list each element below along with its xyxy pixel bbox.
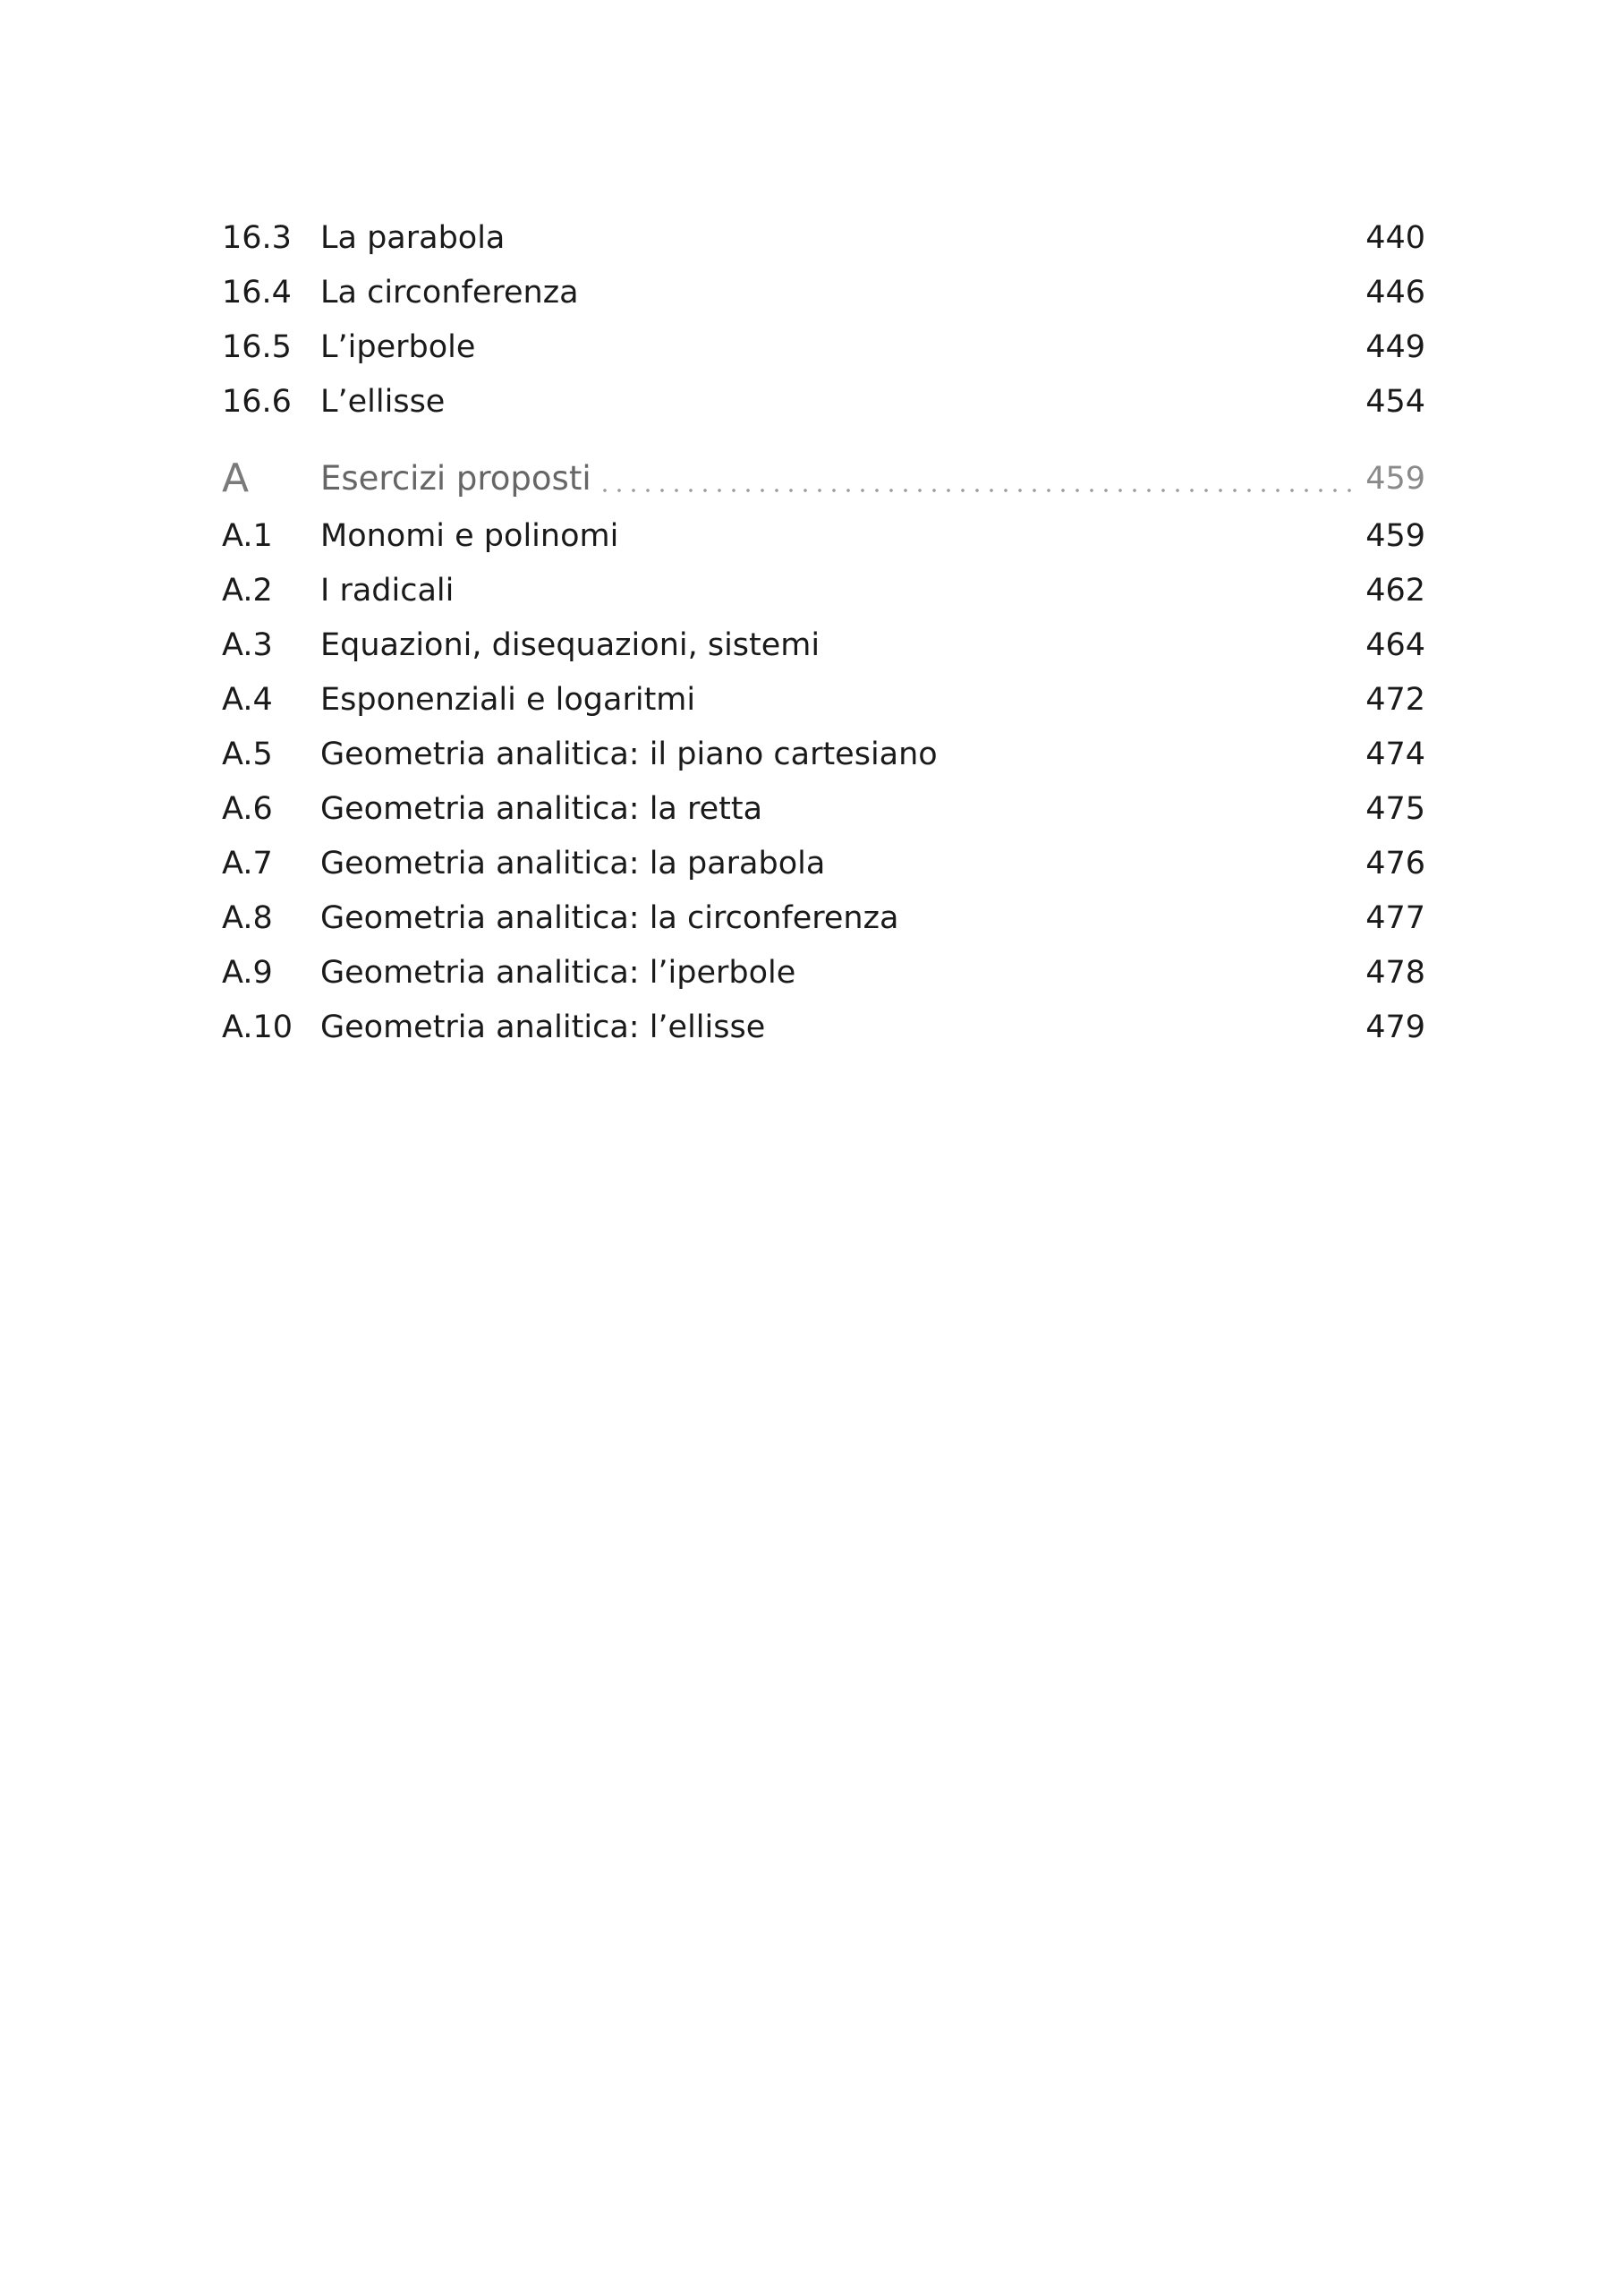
page-number: 440 <box>1365 220 1425 256</box>
toc-entry-a-4[interactable] <box>222 673 1425 728</box>
section-number: A.8 <box>222 900 273 936</box>
toc-entry-16-4[interactable] <box>222 266 1425 320</box>
toc-entry-a-5[interactable] <box>222 728 1425 782</box>
section-title: I radicali <box>320 573 455 609</box>
page-number: 459 <box>1365 518 1425 554</box>
section-title: L’iperbole <box>320 329 476 365</box>
page-number: 476 <box>1365 846 1425 881</box>
toc-entry-a-1[interactable] <box>222 509 1425 564</box>
section-number: A.1 <box>222 518 273 554</box>
page-number: 474 <box>1365 737 1425 772</box>
page-number: 475 <box>1365 791 1425 827</box>
section-number: A.9 <box>222 955 273 991</box>
section-number: 16.6 <box>222 384 292 420</box>
toc-entry-a-9[interactable] <box>222 946 1425 1001</box>
section-number: A.5 <box>222 737 273 772</box>
section-number: A.4 <box>222 682 273 718</box>
toc-entry-a-3[interactable] <box>222 618 1425 673</box>
section-number: A.6 <box>222 791 273 827</box>
chapter-letter: A <box>222 456 250 501</box>
section-number: 16.5 <box>222 329 292 365</box>
toc-chapter-a[interactable] <box>222 449 1425 508</box>
section-title: La circonferenza <box>320 275 579 311</box>
toc-entry-a-7[interactable] <box>222 837 1425 891</box>
section-title: Geometria analitica: l’ellisse <box>320 1009 766 1045</box>
chapter-title: Esercizi proposti <box>320 459 591 498</box>
page-number: 472 <box>1365 682 1425 718</box>
section-number: A.10 <box>222 1009 293 1045</box>
dot-leader <box>598 489 1354 492</box>
page-number: 479 <box>1365 1009 1425 1045</box>
section-title: La parabola <box>320 220 506 256</box>
section-number: 16.4 <box>222 275 292 311</box>
toc-entry-a-10[interactable] <box>222 1001 1425 1055</box>
page-number: 454 <box>1365 384 1425 420</box>
section-number: A.3 <box>222 627 273 663</box>
page-number: 478 <box>1365 955 1425 991</box>
section-number: A.2 <box>222 573 273 609</box>
toc-entry-a-6[interactable] <box>222 782 1425 837</box>
section-title: Geometria analitica: la retta <box>320 791 763 827</box>
section-number: 16.3 <box>222 220 292 256</box>
page-number: 477 <box>1365 900 1425 936</box>
section-title: Monomi e polinomi <box>320 518 619 554</box>
toc-entry-a-2[interactable] <box>222 564 1425 618</box>
page-number: 459 <box>1365 461 1425 497</box>
toc-entry-a-8[interactable] <box>222 891 1425 946</box>
page-number: 449 <box>1365 329 1425 365</box>
section-title: Geometria analitica: l’iperbole <box>320 955 796 991</box>
page-number: 464 <box>1365 627 1425 663</box>
section-number: A.7 <box>222 846 273 881</box>
table-of-contents <box>222 211 1425 1055</box>
toc-entry-16-6[interactable] <box>222 375 1425 430</box>
section-title: Esponenziali e logaritmi <box>320 682 696 718</box>
toc-entry-16-5[interactable] <box>222 320 1425 375</box>
section-title: L’ellisse <box>320 384 446 420</box>
section-title: Geometria analitica: la circonferenza <box>320 900 899 936</box>
toc-entry-16-3[interactable] <box>222 211 1425 266</box>
section-title: Equazioni, disequazioni, sistemi <box>320 627 821 663</box>
page-number: 462 <box>1365 573 1425 609</box>
section-title: Geometria analitica: la parabola <box>320 846 826 881</box>
page-number: 446 <box>1365 275 1425 311</box>
section-title: Geometria analitica: il piano cartesiano <box>320 737 938 772</box>
